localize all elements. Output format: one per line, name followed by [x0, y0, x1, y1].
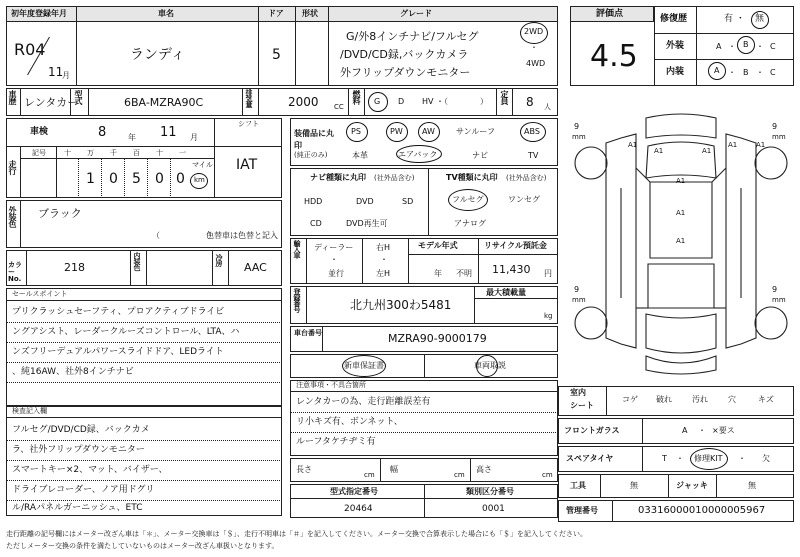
tools-label: 工具 — [570, 481, 586, 490]
mgmt-value: 03316000010000005967 — [638, 505, 766, 516]
spare-dot1: ・ — [676, 454, 684, 463]
mileage-digit-3: 0 — [155, 171, 164, 187]
notes-line-2: ルーフタケチヂミ有 — [296, 437, 376, 447]
color-label: 外装色 — [8, 206, 17, 227]
fuel-d: D — [398, 97, 405, 106]
sheet-item-2: 汚れ — [692, 395, 708, 404]
sales-line-2: ンズフリーデュアルパワースライドドア、LEDライト — [12, 347, 224, 357]
equip-airbag: エアバック — [398, 150, 438, 159]
exterior-a: A — [716, 42, 722, 51]
color-paren: （ ） — [152, 231, 216, 240]
import-label: 輸入車 — [293, 240, 301, 258]
damage-mark-2: A1 — [702, 147, 712, 155]
shift-value: IAT — [236, 157, 258, 173]
equip-navi: ナビ — [472, 151, 488, 160]
chassis-value: MZRA90-9000179 — [388, 332, 487, 345]
length-unit: cm — [364, 471, 375, 479]
interior-color-label: 内装色 — [133, 252, 141, 270]
tire-mm-fr: mm — [772, 133, 786, 141]
fuel-paren: ・（ ） — [436, 97, 488, 106]
recycle-label: リサイクル預託金 — [484, 241, 547, 250]
interior-c: C — [770, 68, 776, 77]
windshield-a: A — [682, 426, 688, 435]
model-year-unit: 年 — [434, 269, 442, 278]
sheet-item-1: 破れ — [656, 395, 672, 404]
model-label: 型式 — [74, 90, 83, 104]
color-note: 色替車は色替と記入 — [206, 231, 278, 240]
tv-oneseg: ワンセグ — [508, 195, 540, 204]
tv-fullseg: フルセグ — [452, 195, 484, 204]
tire-depth-fl: 9 — [574, 122, 580, 131]
mileage-col-1: 万 — [87, 149, 94, 157]
first-reg-month: 11 — [48, 65, 64, 79]
registration-label: 登録番号 — [293, 288, 301, 312]
first-reg-label: 初年度登録年月 — [11, 9, 67, 18]
mileage-symbol-label: 記号 — [32, 149, 46, 157]
displacement-unit: CC — [334, 103, 344, 111]
km-label: km — [194, 176, 205, 184]
grade-line1: G/外8インチナビ/フルセグ — [346, 30, 479, 43]
type-label: 型式指定番号 — [330, 487, 378, 496]
inspection-label: 車検 — [30, 127, 49, 137]
mileage-col-0: 十 — [64, 149, 71, 157]
equip-leather: 本革 — [352, 151, 368, 160]
navi-type-note: (社外品含む) — [374, 174, 415, 182]
first-reg-month-unit: 月 — [62, 71, 70, 80]
navi-type-label: ナビ種類に丸印 — [310, 173, 366, 182]
shift-label: シフト — [238, 120, 259, 128]
drive-2wd: 2WD — [524, 27, 544, 36]
chassis-label: 車台番号 — [294, 329, 322, 337]
drive-4wd: 4WD — [526, 59, 546, 68]
repair-options: 有 ・ — [724, 14, 745, 24]
model-year-unknown: 不明 — [456, 269, 472, 278]
damage-mark-7: A1 — [676, 209, 686, 217]
import-right-h: 右H — [376, 243, 391, 252]
tire-depth-rl: 9 — [574, 285, 580, 294]
inspection-month-unit: 月 — [190, 133, 198, 142]
import-dealer: ディーラー — [314, 243, 354, 252]
windshield-need: ×要ス — [712, 426, 735, 435]
inspection-month: 11 — [160, 125, 177, 140]
class-value: 0001 — [482, 504, 505, 514]
registration-value: 北九州300わ5481 — [350, 298, 452, 312]
capacity-label: 定員 — [500, 90, 509, 104]
colorno-value: 218 — [64, 261, 85, 274]
import-parallel: 並行 — [328, 269, 344, 278]
door-label: ドア — [268, 9, 284, 18]
sheet-item-3: 穴 — [728, 395, 736, 404]
mileage-digit-4: 0 — [176, 171, 185, 187]
grade-line2: /DVD/CD録,バックカメラ — [340, 48, 469, 61]
score-value: 4.5 — [590, 39, 638, 74]
use-label: 車歴 — [8, 90, 17, 104]
damage-mark-1: A1 — [654, 147, 664, 155]
exterior-dot1: ・ — [728, 42, 736, 51]
recycle-unit: 円 — [544, 269, 552, 278]
navi-sd: SD — [402, 197, 414, 206]
tire-depth-rr: 9 — [772, 285, 778, 294]
jack-value: 無 — [748, 481, 756, 490]
navi-dvd-play: DVD再生可 — [346, 219, 388, 228]
interior-sheet-label1: 室内 — [570, 388, 586, 397]
color-value: ブラック — [38, 207, 82, 220]
max-load-unit: kg — [544, 312, 553, 320]
exterior-c: C — [770, 42, 776, 51]
dimensions-block — [290, 458, 558, 482]
mile-label: マイル — [192, 161, 213, 169]
sales-line-0: プリクラッシュセーフティ、プロアクティブドライビ — [12, 307, 225, 317]
spare-t: T — [662, 454, 667, 463]
footer-line1: 走行距離の記号欄にはメーター改ざん車は「＊」、メーター交換車は「＄」、走行不明車は「＃」を記入してください。メーター交換で合算表示した場合にも「＄」を記入してください。 — [6, 530, 587, 538]
tire-depth-fr: 9 — [772, 122, 778, 131]
spare-dot2: ・ — [738, 454, 746, 463]
drive-dot: ・ — [530, 43, 538, 52]
grade-line3: 外フリップダウンモニター — [340, 66, 471, 79]
navi-cd: CD — [310, 219, 322, 228]
windshield-label: フロントガラス — [564, 426, 620, 435]
damage-mark-4: A1 — [728, 141, 738, 149]
spare-tire-label: スペアタイヤ — [566, 454, 614, 463]
displacement-value: 2000 — [288, 95, 319, 109]
door-value: 5 — [272, 47, 281, 63]
inspector-line-4: ル/RAパネルガーニッシュ、ETC — [12, 503, 143, 513]
new-warranty: 新車保証書 — [344, 361, 384, 370]
interior-dot2: ・ — [756, 68, 764, 77]
mileage-col-3: 百 — [133, 149, 140, 157]
capacity-value: 8 — [526, 95, 534, 109]
notes-label: 注意事項・不具合箇所 — [296, 381, 366, 389]
width-label: 幅 — [390, 465, 398, 474]
import-left-h: 左H — [376, 269, 391, 278]
height-label: 高さ — [476, 465, 492, 474]
fuel-hv: HV — [422, 97, 434, 106]
recycle-value: 11,430 — [492, 263, 531, 276]
equipment-note: (純正のみ) — [294, 151, 328, 159]
exterior-b: B — [743, 40, 749, 49]
equipment-label: 装備品に丸印 — [294, 129, 334, 150]
tire-mm-rr: mm — [772, 296, 786, 304]
car-name: ランディ — [130, 47, 185, 63]
interior-label: 内装 — [666, 67, 685, 77]
damage-mark-3: A1 — [628, 141, 638, 149]
import-dot1: ・ — [330, 255, 338, 264]
equip-pw: PW — [390, 127, 403, 136]
colorno-block — [6, 250, 282, 286]
footer-line2: ただしメーター交換の条件を満たしていないものはメーター改ざん車扱いとなります。 — [6, 542, 279, 550]
repair-label: 修復歴 — [660, 14, 688, 24]
tv-type-label: TV種類に丸印 — [446, 173, 498, 182]
tire-mm-rl: mm — [572, 296, 586, 304]
spare-none: 欠 — [762, 454, 770, 463]
spare-repair-kit: 修理KIT — [694, 454, 723, 463]
sales-points-label: セールスポイント — [12, 290, 68, 298]
shape-label: 形状 — [302, 9, 318, 18]
ac-value: AAC — [244, 261, 267, 274]
equip-abs: ABS — [524, 127, 540, 136]
height-unit: cm — [542, 471, 553, 479]
mileage-col-4: 十 — [156, 149, 163, 157]
navi-hdd: HDD — [304, 197, 323, 206]
inspector-line-0: フルセグ/DVD/CD録、バックカメ — [12, 425, 150, 435]
jack-label: ジャッキ — [676, 481, 708, 490]
mileage-digit-2: 5 — [132, 171, 141, 187]
use-value: レンタカー — [24, 96, 79, 109]
notes-line-1: リ小キズ有、ボンネット、 — [296, 417, 403, 427]
max-load-label: 最大積載量 — [486, 288, 526, 297]
interior-a: A — [714, 66, 720, 75]
mileage-digit-0: 1 — [86, 171, 95, 187]
sales-line-3: 、純16AW、社外8インチナビ — [12, 367, 134, 377]
tv-type-note: (社外品含む) — [506, 174, 547, 182]
mileage-label: 走行 — [8, 160, 17, 174]
repair-selected: 無 — [755, 14, 765, 24]
mileage-col-5: 一 — [179, 149, 186, 157]
damage-mark-8: A1 — [676, 237, 686, 245]
equip-tv: TV — [528, 151, 539, 160]
damage-mark-5: A1 — [756, 141, 766, 149]
windshield-dot: ・ — [698, 426, 706, 435]
mgmt-label: 管理番号 — [566, 506, 598, 515]
car-name-label: 車名 — [158, 9, 174, 18]
notes-line-0: レンタカーの為、走行距離誤差有 — [296, 397, 431, 407]
fuel-label: 燃料 — [352, 90, 361, 104]
import-dot2: ・ — [380, 255, 388, 264]
exterior-label: 外装 — [666, 41, 685, 51]
equip-aw: AW — [422, 127, 435, 136]
inspector-label: 検査記入欄 — [12, 407, 47, 415]
fuel-g: G — [374, 97, 381, 106]
class-label: 類別区分番号 — [466, 487, 514, 496]
model-value: 6BA-MZRA90C — [124, 96, 204, 109]
interior-sheet-label2: シート — [570, 401, 594, 410]
grade-label: グレード — [400, 9, 432, 18]
sheet-item-4: キズ — [758, 395, 774, 404]
sales-line-1: ングアシスト、レーダークルーズコントロール、LTA、ハ — [12, 327, 240, 337]
inspector-line-3: ドライブレコーダー、ノア用ドグリ — [12, 485, 155, 495]
interior-dot1: ・ — [728, 68, 736, 77]
length-label: 長さ — [296, 465, 312, 474]
ac-label: 冷房 — [215, 254, 223, 266]
inspector-line-1: ラ、社外フリップダウンモニター — [12, 445, 145, 455]
manual: 車両取説 — [474, 361, 506, 370]
type-value: 20464 — [344, 504, 373, 514]
sheet-item-0: コゲ — [622, 395, 638, 404]
exterior-dot2: ・ — [756, 42, 764, 51]
tools-value: 無 — [630, 481, 638, 490]
score-label: 評価点 — [596, 9, 624, 19]
tire-mm-fl: mm — [572, 133, 586, 141]
tv-analog: アナログ — [454, 219, 486, 228]
width-unit: cm — [454, 471, 465, 479]
navi-dvd: DVD — [356, 197, 374, 206]
mileage-digit-1: 0 — [109, 171, 118, 187]
displacement-label: 排気量 — [245, 89, 253, 107]
equip-sunroof: サンルーフ — [456, 127, 495, 136]
inspection-year-unit: 年 — [128, 133, 136, 142]
interior-b: B — [743, 68, 749, 77]
damage-mark-6: A1 — [676, 177, 686, 185]
inspector-line-2: スマートキー×2、マット、バイザー、 — [12, 465, 168, 475]
colorno-label: カラーNo. — [8, 261, 22, 283]
model-year-label: モデル年式 — [418, 241, 458, 250]
mileage-col-2: 千 — [110, 149, 117, 157]
first-reg-era: R04 — [14, 40, 46, 59]
inspection-year: 8 — [98, 125, 107, 140]
equip-ps: PS — [351, 127, 361, 136]
capacity-unit: 人 — [544, 103, 551, 111]
